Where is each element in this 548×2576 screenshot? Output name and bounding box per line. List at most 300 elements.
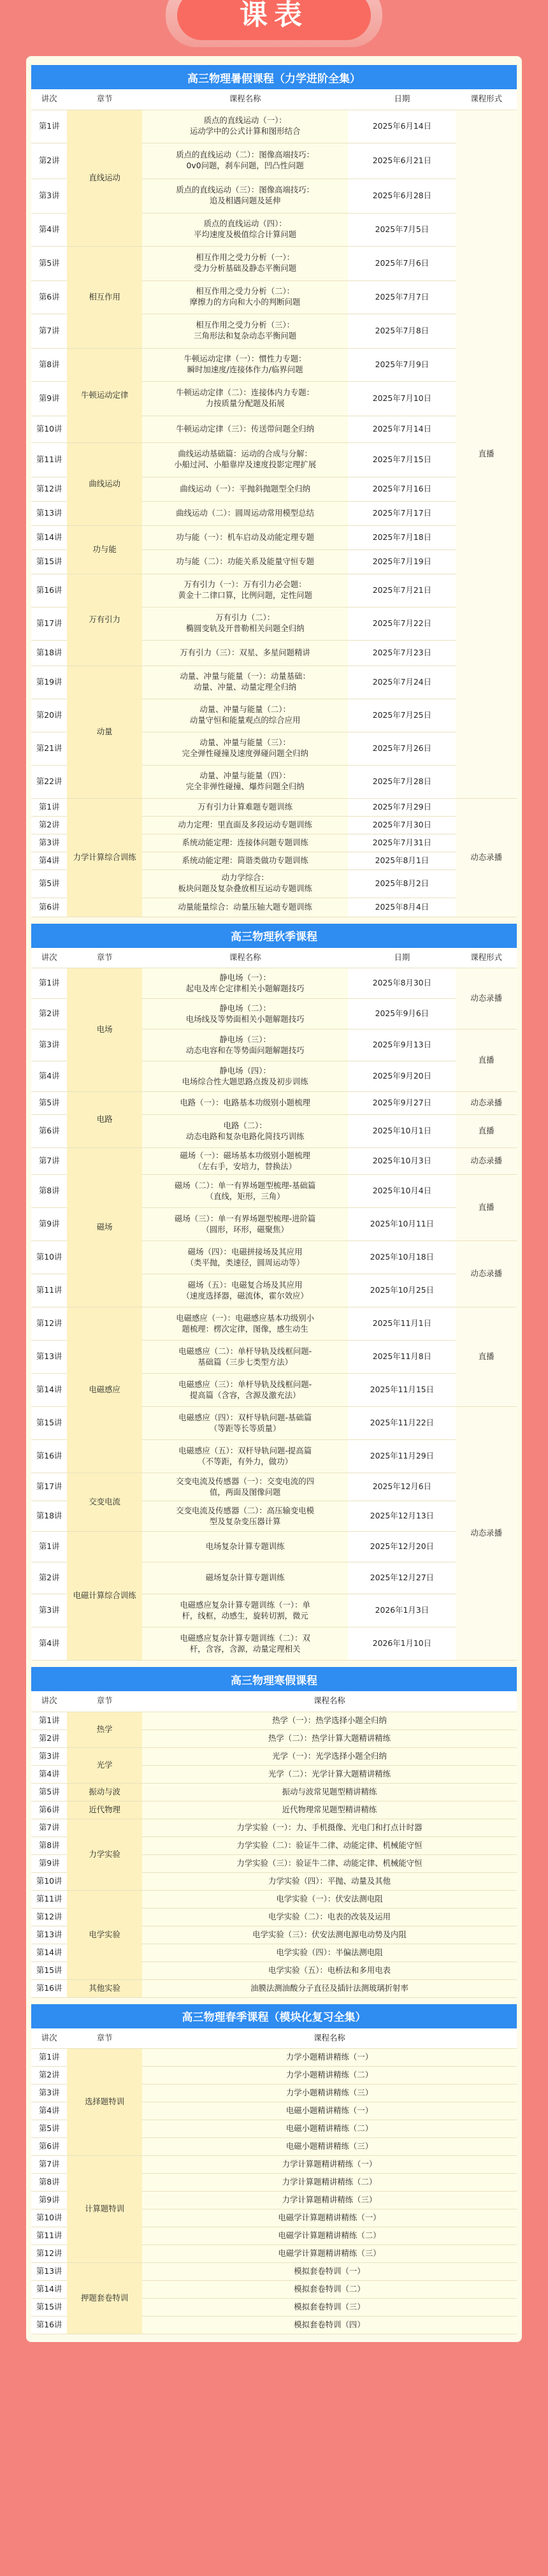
course-name: 力学实验（二）：验证牛二律、动能定律、机械能守恒 xyxy=(142,1837,517,1854)
lesson-number: 第13讲 xyxy=(31,501,67,525)
course-name: 电磁感应（三）：单杆导轨及线框问题- 提高篇（含容，含源及激充法） xyxy=(142,1374,348,1407)
course-name: 磁场（二）：单一有界场题型梳理-基础篇 （直线，矩形，三角） xyxy=(142,1175,348,1208)
course-name: 电磁感应复杂计算专题训练（二）：双 杆，含容，含源，动量定理相关 xyxy=(142,1627,348,1661)
lesson-number: 第5讲 xyxy=(31,2120,67,2138)
course-name: 电磁感应（二）：单杆导轨及线框问题- 基础篇（三步七类型方法） xyxy=(142,1341,348,1374)
lesson-number: 第18讲 xyxy=(31,640,67,666)
lesson-number: 第1讲 xyxy=(31,798,67,816)
chapter-cell: 牛顿运动定律 xyxy=(67,348,142,442)
lesson-number: 第20讲 xyxy=(31,699,67,732)
chapter-cell: 近代物理 xyxy=(67,1801,142,1819)
course-name: 电磁小题精讲精练（二） xyxy=(142,2120,517,2138)
lesson-number: 第3讲 xyxy=(31,178,67,213)
lesson-number: 第10讲 xyxy=(31,416,67,442)
section-gap xyxy=(31,1661,517,1667)
chapter-cell: 振动与波 xyxy=(67,1783,142,1801)
header-date: 日期 xyxy=(348,948,456,968)
table-row xyxy=(31,1712,517,1729)
course-name: 动力学综合： 板块问题及复杂叠放相互运动专题训练 xyxy=(142,870,348,898)
course-date: 2025年6月21日 xyxy=(348,143,456,178)
course-date: 2025年7月21日 xyxy=(348,574,456,607)
course-date: 2025年10月1日 xyxy=(348,1115,456,1148)
course-date: 2025年11月8日 xyxy=(348,1341,456,1374)
course-format: 动态录播 xyxy=(456,1407,517,1661)
schedule-table-s1 xyxy=(31,89,517,917)
lesson-number: 第2讲 xyxy=(31,1562,67,1594)
course-date: 2025年10月4日 xyxy=(348,1175,456,1208)
lesson-number: 第4讲 xyxy=(31,852,67,870)
course-name: 电学实验（三）：伏安法测电源电动势及内阻 xyxy=(142,1926,517,1944)
chapter-cell: 直线运动 xyxy=(67,110,142,246)
course-name: 电磁学计算题精讲精练（一） xyxy=(142,2209,517,2227)
course-date: 2025年8月30日 xyxy=(348,968,456,999)
table-row xyxy=(31,246,517,280)
table-header-row xyxy=(31,1691,517,1712)
course-name: 交变电流及传感器（一）：交变电流的四 值，两面及图像问题 xyxy=(142,1473,348,1501)
section-s4 xyxy=(31,2004,517,2335)
course-name: 电学实验（五）：电桥法和多用电表 xyxy=(142,1961,517,1979)
lesson-number: 第4讲 xyxy=(31,1765,67,1783)
chapter-cell: 电磁感应 xyxy=(67,1307,142,1473)
lesson-number: 第6讲 xyxy=(31,280,67,314)
course-date: 2025年8月4日 xyxy=(348,898,456,917)
course-date: 2025年7月6日 xyxy=(348,246,456,280)
course-format: 直播 xyxy=(456,1175,517,1241)
course-name: 静电场（一）： 起电及库仑定律相关小题解题技巧 xyxy=(142,968,348,999)
lesson-number: 第7讲 xyxy=(31,314,67,348)
lesson-number: 第3讲 xyxy=(31,1030,67,1061)
section-s1 xyxy=(31,65,517,917)
chapter-cell: 电磁计算综合训练 xyxy=(67,1532,142,1661)
course-date: 2025年12月20日 xyxy=(348,1532,456,1562)
course-name: 磁场复杂计算专题训练 xyxy=(142,1562,348,1594)
lesson-number: 第17讲 xyxy=(31,1473,67,1501)
course-date: 2025年7月23日 xyxy=(348,640,456,666)
course-name: 力学实验（四）：平抛、动量及其他 xyxy=(142,1872,517,1890)
lesson-number: 第5讲 xyxy=(31,1092,67,1115)
section-gap xyxy=(31,917,517,924)
table-row xyxy=(31,348,517,381)
chapter-cell: 押题套卷特训 xyxy=(67,2263,142,2334)
course-date: 2025年12月13日 xyxy=(348,1501,456,1532)
course-name: 电磁感应（一）：电磁感应基本功级别小 题梳理：楞次定律，图像，感生动生 xyxy=(142,1307,348,1341)
course-name: 电学实验（二）：电表的改装及运用 xyxy=(142,1908,517,1926)
course-name: 力学实验（三）：验证牛二律、动能定律、机械能守恒 xyxy=(142,1854,517,1872)
lesson-number: 第15讲 xyxy=(31,1961,67,1979)
course-date: 2025年7月16日 xyxy=(348,477,456,501)
course-name: 曲线运动（一）：平抛斜抛题型全归纳 xyxy=(142,477,348,501)
course-date: 2025年7月31日 xyxy=(348,834,456,852)
lesson-number: 第11讲 xyxy=(31,1274,67,1307)
table-row xyxy=(31,525,517,549)
lesson-number: 第8讲 xyxy=(31,348,67,381)
course-date: 2025年9月27日 xyxy=(348,1092,456,1115)
lesson-number: 第14讲 xyxy=(31,2281,67,2299)
header-lesson: 讲次 xyxy=(31,948,67,968)
lesson-number: 第2讲 xyxy=(31,2067,67,2085)
course-date: 2025年7月5日 xyxy=(348,213,456,246)
section-gap xyxy=(31,1998,517,2004)
course-date: 2025年9月13日 xyxy=(348,1030,456,1061)
header-chapter: 章节 xyxy=(67,948,142,968)
lesson-number: 第2讲 xyxy=(31,143,67,178)
section-s3 xyxy=(31,1667,517,1998)
lesson-number: 第7讲 xyxy=(31,1148,67,1175)
course-name: 力学小题精讲精练（一） xyxy=(142,2049,517,2067)
course-name: 磁场（三）：单一有界场题型梳理-进阶篇 （圆形，环形，磁聚焦） xyxy=(142,1208,348,1241)
course-name: 电路（二）： 动态电路和复杂电路化简技巧训练 xyxy=(142,1115,348,1148)
course-name: 光学（一）：光学选择小题全归纳 xyxy=(142,1747,517,1765)
lesson-number: 第12讲 xyxy=(31,2245,67,2263)
lesson-number: 第5讲 xyxy=(31,246,67,280)
course-date: 2025年7月14日 xyxy=(348,416,456,442)
course-date: 2025年7月25日 xyxy=(348,699,456,732)
course-name: 万有引力（二）： 椭圆变轨及开普勒相关问题全归纳 xyxy=(142,607,348,640)
course-name: 质点的直线运动（二）：图像高端技巧： 0v0问题，刹车问题，凹凸性问题 xyxy=(142,143,348,178)
section-title-s1: 高三物理暑假课程（力学进阶全集） xyxy=(31,65,517,89)
course-name: 系统动能定理：连接体问题专题训练 xyxy=(142,834,348,852)
table-row xyxy=(31,1783,517,1801)
course-name: 电磁学计算题精讲精练（三） xyxy=(142,2245,517,2263)
header-name: 课程名称 xyxy=(142,1691,517,1712)
lesson-number: 第21讲 xyxy=(31,732,67,765)
table-row xyxy=(31,1532,517,1562)
header-format: 课程形式 xyxy=(456,89,517,110)
lesson-number: 第5讲 xyxy=(31,1783,67,1801)
course-name: 交变电流及传感器（二）：高压输变电模 型及复杂变压器计算 xyxy=(142,1501,348,1532)
course-date: 2025年8月2日 xyxy=(348,870,456,898)
course-name: 静电场（三）： 动态电容和在等势面问题解题技巧 xyxy=(142,1030,348,1061)
course-format: 直播 xyxy=(456,110,517,798)
chapter-cell: 功与能 xyxy=(67,525,142,574)
course-name: 牛顿运动定律（一）：惯性力专题： 瞬时加速度/连接体作力/临界问题 xyxy=(142,348,348,381)
header-name: 课程名称 xyxy=(142,89,348,110)
chapter-cell: 光学 xyxy=(67,1747,142,1783)
table-row xyxy=(31,1979,517,1997)
table-row xyxy=(31,442,517,477)
course-name: 力学小题精讲精练（三） xyxy=(142,2085,517,2102)
course-name: 牛顿运动定律（三）：传送带问题全归纳 xyxy=(142,416,348,442)
lesson-number: 第9讲 xyxy=(31,2192,67,2209)
chapter-cell: 电路 xyxy=(67,1092,142,1148)
lesson-number: 第12讲 xyxy=(31,1307,67,1341)
lesson-number: 第13讲 xyxy=(31,2263,67,2281)
lesson-number: 第11讲 xyxy=(31,442,67,477)
table-row xyxy=(31,1890,517,1908)
course-date: 2025年9月20日 xyxy=(348,1061,456,1092)
lesson-number: 第7讲 xyxy=(31,2156,67,2174)
table-row xyxy=(31,1819,517,1837)
lesson-number: 第11讲 xyxy=(31,1890,67,1908)
lesson-number: 第16讲 xyxy=(31,574,67,607)
course-date: 2025年7月10日 xyxy=(348,381,456,416)
chapter-cell: 力学实验 xyxy=(67,1819,142,1890)
table-row xyxy=(31,1148,517,1175)
chapter-cell: 万有引力 xyxy=(67,574,142,666)
course-date: 2025年9月6日 xyxy=(348,999,456,1030)
chapter-cell: 其他实验 xyxy=(67,1979,142,1997)
lesson-number: 第18讲 xyxy=(31,1501,67,1532)
course-name: 曲线运动基础篇：运动的合成与分解： 小船过河、小船靠岸及速度投影定理扩展 xyxy=(142,442,348,477)
lesson-number: 第9讲 xyxy=(31,1854,67,1872)
course-format: 动态录播 xyxy=(456,1092,517,1115)
lesson-number: 第9讲 xyxy=(31,381,67,416)
course-name: 磁场（四）：电磁拼接场及其应用 （类平抛，类速径，圆周运动等） xyxy=(142,1241,348,1274)
chapter-cell: 力学计算综合训练 xyxy=(67,798,142,917)
course-name: 电学实验（一）：伏安法测电阻 xyxy=(142,1890,517,1908)
header-lesson: 讲次 xyxy=(31,89,67,110)
course-date: 2026年1月10日 xyxy=(348,1627,456,1661)
course-name: 油膜法测油酸分子直径及插针法测玻璃折射率 xyxy=(142,1979,517,1997)
header-date: 日期 xyxy=(348,89,456,110)
table-header-row xyxy=(31,2028,517,2049)
course-date: 2025年7月28日 xyxy=(348,765,456,798)
course-name: 万有引力（一）：万有引力必会题： 黄金十二律口算，比例问题，定性问题 xyxy=(142,574,348,607)
course-name: 光学（二）：光学计算大题精讲精练 xyxy=(142,1765,517,1783)
chapter-cell: 电学实验 xyxy=(67,1890,142,1979)
lesson-number: 第16讲 xyxy=(31,1979,67,1997)
section-title-s2: 高三物理秋季课程 xyxy=(31,924,517,948)
course-date: 2025年7月29日 xyxy=(348,798,456,816)
lesson-number: 第1讲 xyxy=(31,2049,67,2067)
lesson-number: 第1讲 xyxy=(31,968,67,999)
lesson-number: 第4讲 xyxy=(31,2102,67,2120)
chapter-cell: 热学 xyxy=(67,1712,142,1747)
schedule-table-s3 xyxy=(31,1691,517,1998)
table-row xyxy=(31,574,517,607)
title-pill xyxy=(166,0,382,47)
table-row xyxy=(31,1473,517,1501)
chapter-cell: 磁场 xyxy=(67,1148,142,1307)
course-date: 2025年7月22日 xyxy=(348,607,456,640)
lesson-number: 第3讲 xyxy=(31,2085,67,2102)
lesson-number: 第6讲 xyxy=(31,2138,67,2156)
table-header-row xyxy=(31,948,517,968)
course-date: 2025年12月27日 xyxy=(348,1562,456,1594)
table-row xyxy=(31,666,517,699)
lesson-number: 第8讲 xyxy=(31,2174,67,2192)
course-name: 系统动能定理：简谐类做功专题训练 xyxy=(142,852,348,870)
table-row xyxy=(31,1092,517,1115)
lesson-number: 第1讲 xyxy=(31,110,67,143)
course-name: 牛顿运动定律（二）：连接体内力专题： 力按质量分配题及拓展 xyxy=(142,381,348,416)
course-name: 曲线运动（二）：圆周运动常用模型总结 xyxy=(142,501,348,525)
table-row xyxy=(31,798,517,816)
lesson-number: 第15讲 xyxy=(31,549,67,574)
course-date: 2025年7月30日 xyxy=(348,816,456,834)
course-date: 2025年6月14日 xyxy=(348,110,456,143)
course-date: 2025年10月11日 xyxy=(348,1208,456,1241)
course-date: 2025年7月18日 xyxy=(348,525,456,549)
course-date: 2025年11月22日 xyxy=(348,1407,456,1440)
lesson-number: 第2讲 xyxy=(31,1729,67,1747)
table-row xyxy=(31,1747,517,1765)
course-name: 相互作用之受力分析（三）： 三角形法和复杂动态平衡问题 xyxy=(142,314,348,348)
course-name: 电场复杂计算专题训练 xyxy=(142,1532,348,1562)
table-header-row xyxy=(31,89,517,110)
lesson-number: 第8讲 xyxy=(31,1175,67,1208)
lesson-number: 第6讲 xyxy=(31,898,67,917)
title-pill-inner xyxy=(177,0,371,40)
table-row xyxy=(31,1307,517,1341)
course-name: 电路（一）：电路基本功级别小题梳理 xyxy=(142,1092,348,1115)
course-date: 2025年10月25日 xyxy=(348,1274,456,1307)
lesson-number: 第15讲 xyxy=(31,1407,67,1440)
lesson-number: 第9讲 xyxy=(31,1208,67,1241)
lesson-number: 第15讲 xyxy=(31,2299,67,2317)
lesson-number: 第12讲 xyxy=(31,1908,67,1926)
course-name: 动力定理：里直面及多段运动专题训练 xyxy=(142,816,348,834)
course-date: 2025年11月15日 xyxy=(348,1374,456,1407)
lesson-number: 第10讲 xyxy=(31,1872,67,1890)
course-name: 力学实验（一）：力、手机摄像、光电门和打点计时器 xyxy=(142,1819,517,1837)
course-date: 2025年7月8日 xyxy=(348,314,456,348)
course-name: 质点的直线运动（三）：图像高端技巧： 追及相遇问题及延伸 xyxy=(142,178,348,213)
course-name: 质点的直线运动（一）： 运动学中的公式计算和图形结合 xyxy=(142,110,348,143)
course-date: 2025年10月3日 xyxy=(348,1148,456,1175)
lesson-number: 第1讲 xyxy=(31,1532,67,1562)
header-lesson: 讲次 xyxy=(31,2028,67,2049)
lesson-number: 第5讲 xyxy=(31,870,67,898)
course-name: 电学实验（四）：半偏法测电阻 xyxy=(142,1944,517,1961)
course-name: 相互作用之受力分析（二）： 摩擦力的方向和大小的判断问题 xyxy=(142,280,348,314)
course-date: 2025年7月19日 xyxy=(348,549,456,574)
table-row xyxy=(31,2156,517,2174)
chapter-cell: 相互作用 xyxy=(67,246,142,348)
course-name: 振动与波常见题型精讲精练 xyxy=(142,1783,517,1801)
lesson-number: 第1讲 xyxy=(31,1712,67,1729)
course-date: 2025年7月24日 xyxy=(348,666,456,699)
lesson-number: 第2讲 xyxy=(31,999,67,1030)
lesson-number: 第4讲 xyxy=(31,1061,67,1092)
lesson-number: 第12讲 xyxy=(31,477,67,501)
course-format: 直播 xyxy=(456,1115,517,1148)
course-name: 力学计算题精讲精练（二） xyxy=(142,2174,517,2192)
lesson-number: 第17讲 xyxy=(31,607,67,640)
lesson-number: 第3讲 xyxy=(31,834,67,852)
course-date: 2025年7月26日 xyxy=(348,732,456,765)
lesson-number: 第13讲 xyxy=(31,1341,67,1374)
course-name: 热学（一）：热学选择小题全归纳 xyxy=(142,1712,517,1729)
header-name: 课程名称 xyxy=(142,2028,517,2049)
course-date: 2026年1月3日 xyxy=(348,1594,456,1627)
course-date: 2025年7月9日 xyxy=(348,348,456,381)
header-lesson: 讲次 xyxy=(31,1691,67,1712)
course-name: 功与能（一）：机车启动及动能定理专题 xyxy=(142,525,348,549)
header-chapter: 章节 xyxy=(67,1691,142,1712)
course-format: 动态录播 xyxy=(456,968,517,1030)
header-name: 课程名称 xyxy=(142,948,348,968)
lesson-number: 第14讲 xyxy=(31,525,67,549)
course-name: 模拟套卷特训（一） xyxy=(142,2263,517,2281)
table-row xyxy=(31,110,517,143)
table-row xyxy=(31,2263,517,2281)
lesson-number: 第7讲 xyxy=(31,1819,67,1837)
course-name: 电磁感应（五）：双杆导轨问题-提高篇 （不等距，有外力，做功） xyxy=(142,1440,348,1473)
lesson-number: 第2讲 xyxy=(31,816,67,834)
course-name: 电磁感应复杂计算专题训练（一）：单 杆，线框，动感生，旋转切割，微元 xyxy=(142,1594,348,1627)
course-name: 功与能（二）：功能关系及能量守恒专题 xyxy=(142,549,348,574)
chapter-cell: 计算题特训 xyxy=(67,2156,142,2263)
lesson-number: 第6讲 xyxy=(31,1801,67,1819)
course-format: 直播 xyxy=(456,1307,517,1407)
course-name: 动量、冲量与能量（四）： 完全非弹性碰撞、爆炸问题全归纳 xyxy=(142,765,348,798)
course-name: 近代物理常见题型精讲精练 xyxy=(142,1801,517,1819)
course-name: 万有引力计算难题专题训练 xyxy=(142,798,348,816)
schedule-table-s2 xyxy=(31,948,517,1661)
chapter-cell: 电场 xyxy=(67,968,142,1092)
course-name: 模拟套卷特训（三） xyxy=(142,2299,517,2317)
course-format: 动态录播 xyxy=(456,1148,517,1175)
lesson-number: 第4讲 xyxy=(31,1627,67,1661)
section-title-s3: 高三物理寒假课程 xyxy=(31,1667,517,1691)
lesson-number: 第16讲 xyxy=(31,2317,67,2334)
section-title-s4: 高三物理春季课程（模块化复习全集） xyxy=(31,2004,517,2028)
course-date: 2025年8月1日 xyxy=(348,852,456,870)
schedule-table-s4 xyxy=(31,2028,517,2335)
chapter-cell: 曲线运动 xyxy=(67,442,142,525)
lesson-number: 第14讲 xyxy=(31,1944,67,1961)
chapter-cell: 交变电流 xyxy=(67,1473,142,1532)
course-format: 动态录播 xyxy=(456,1241,517,1307)
course-name: 动量、冲量与能量（三）： 完全弹性碰撞及速度弹碰问题全归纳 xyxy=(142,732,348,765)
course-name: 质点的直线运动（四）： 平均速度及极值综合计算问题 xyxy=(142,213,348,246)
chapter-cell: 选择题特训 xyxy=(67,2049,142,2156)
lesson-number: 第8讲 xyxy=(31,1837,67,1854)
course-date: 2025年11月1日 xyxy=(348,1307,456,1341)
lesson-number: 第3讲 xyxy=(31,1594,67,1627)
course-name: 力学计算题精讲精练（三） xyxy=(142,2192,517,2209)
table-row xyxy=(31,2049,517,2067)
course-date: 2025年7月15日 xyxy=(348,442,456,477)
chapter-cell: 动量 xyxy=(67,666,142,798)
course-name: 力学计算题精讲精练（一） xyxy=(142,2156,517,2174)
course-name: 磁场（五）：电磁复合场及其应用 （速度选择器，磁流体，霍尔效应） xyxy=(142,1274,348,1307)
lesson-number: 第11讲 xyxy=(31,2227,67,2245)
course-date: 2025年7月7日 xyxy=(348,280,456,314)
course-name: 模拟套卷特训（四） xyxy=(142,2317,517,2334)
course-date: 2025年12月6日 xyxy=(348,1473,456,1501)
course-name: 电磁小题精讲精练（一） xyxy=(142,2102,517,2120)
course-name: 静电场（四）： 电场综合性大题思路点拨及初步训练 xyxy=(142,1061,348,1092)
header-format: 课程形式 xyxy=(456,948,517,968)
table-row xyxy=(31,968,517,999)
header-chapter: 章节 xyxy=(67,89,142,110)
lesson-number: 第3讲 xyxy=(31,1747,67,1765)
section-s2 xyxy=(31,924,517,1661)
course-name: 电磁感应（四）：双杆导轨问题-基础篇 （等距等长等质量） xyxy=(142,1407,348,1440)
course-name: 热学（二）：热学计算大题精讲精练 xyxy=(142,1729,517,1747)
course-format: 动态录播 xyxy=(456,798,517,917)
lesson-number: 第19讲 xyxy=(31,666,67,699)
course-name: 静电场（二）： 电场线及等势面相关小题解题技巧 xyxy=(142,999,348,1030)
table-row xyxy=(31,1801,517,1819)
schedule-card xyxy=(26,56,522,2342)
lesson-number: 第6讲 xyxy=(31,1115,67,1148)
header-chapter: 章节 xyxy=(67,2028,142,2049)
lesson-number: 第14讲 xyxy=(31,1374,67,1407)
course-format: 直播 xyxy=(456,1030,517,1092)
course-name: 力学小题精讲精练（二） xyxy=(142,2067,517,2085)
page-title: 课表 xyxy=(240,0,308,31)
course-name: 磁场（一）：磁场基本功级别小题梳理 （左右手，安培力，替换法） xyxy=(142,1148,348,1175)
lesson-number: 第4讲 xyxy=(31,213,67,246)
course-date: 2025年11月29日 xyxy=(348,1440,456,1473)
lesson-number: 第16讲 xyxy=(31,1440,67,1473)
course-date: 2025年7月17日 xyxy=(348,501,456,525)
course-name: 电磁学计算题精讲精练（二） xyxy=(142,2227,517,2245)
lesson-number: 第10讲 xyxy=(31,2209,67,2227)
